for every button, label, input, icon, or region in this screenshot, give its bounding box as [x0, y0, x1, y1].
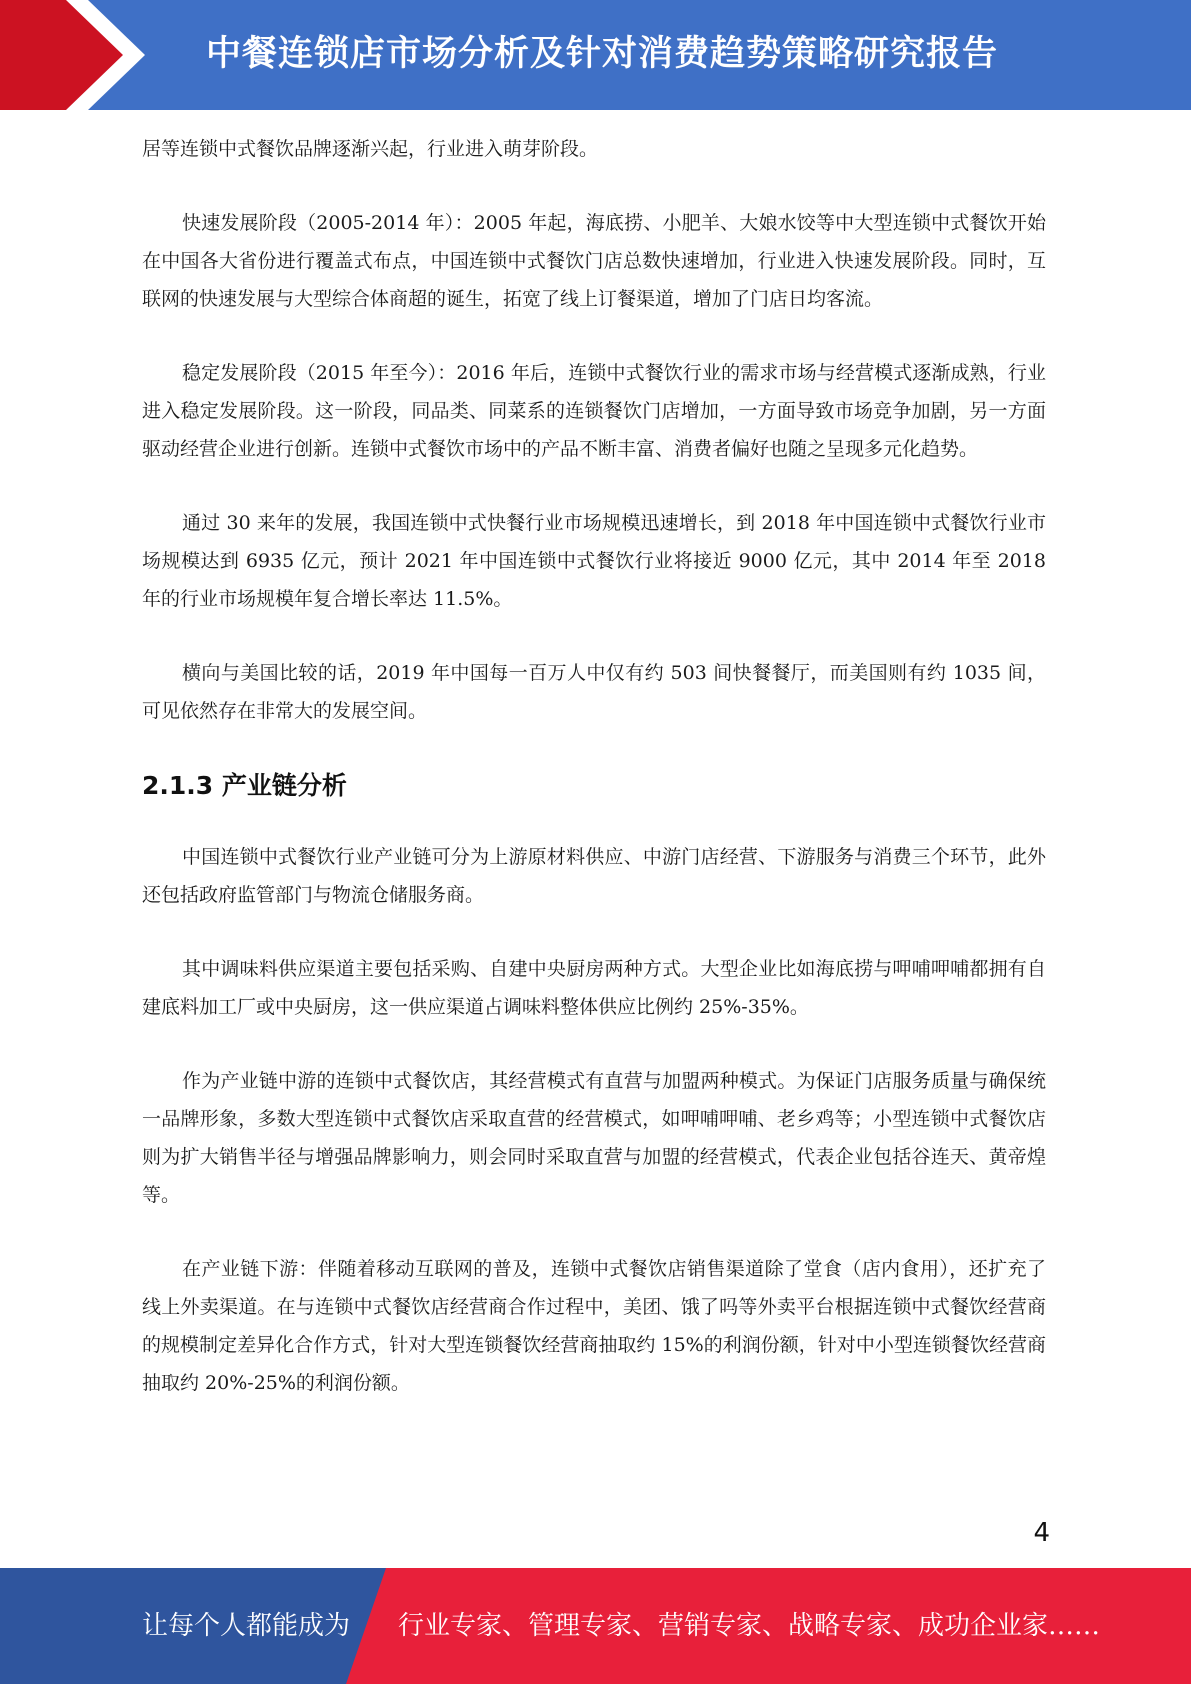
body-paragraph: 居等连锁中式餐饮品牌逐渐兴起，行业进入萌芽阶段。 [142, 138, 599, 160]
page-number: 4 [1033, 1518, 1050, 1548]
header-arrow-graphic [0, 0, 160, 110]
footer-slogan-right: 行业专家、管理专家、营销专家、战略专家、成功企业家…… [398, 1611, 1101, 1641]
body-paragraph: 其中调味料供应渠道主要包括采购、自建中央厨房两种方式。大型企业比如海底捞与呷哺呷哺都拥有自建底料加工厂或中央厨房，这一供应渠道占调味料整体供应比例约 25%-35%。 [142, 958, 1046, 1018]
body-paragraph: 通过 30 来年的发展，我国连锁中式快餐行业市场规模迅速增长，到 2018 年中国连锁中式餐饮行业市场规模达到 6935 亿元，预计 2021 年中国连锁中式餐饮行业将接近 9000 亿元，其中 2014 年至 2018 年的行业市场规模年复合增长率达 11.5%。 [142, 512, 1046, 610]
page-header [0, 0, 1191, 110]
body-paragraph: 作为产业链中游的连锁中式餐饮店，其经营模式有直营与加盟两种模式。为保证门店服务质量与确保统一品牌形象，多数大型连锁中式餐饮店采取直营的经营模式，如呷哺呷哺、老乡鸡等；小型连锁中式餐饮店则为扩大销售半径与增强品牌影响力，则会同时采取直营与加盟的经营模式，代表企业包括谷连天、黄帝煌等。 [142, 1070, 1046, 1206]
body-paragraph: 稳定发展阶段（2015 年至今）：2016 年后，连锁中式餐饮行业的需求市场与经营模式逐渐成熟，行业进入稳定发展阶段。这一阶段，同品类、同菜系的连锁餐饮门店增加，一方面导致市场竞争加剧，另一方面驱动经营企业进行创新。连锁中式餐饮市场中的产品不断丰富、消费者偏好也随之呈现多元化趋势。 [142, 362, 1046, 460]
body-paragraph: 横向与美国比较的话，2019 年中国每一百万人中仅有约 503 间快餐餐厅，而美国则有约 1035 间，可见依然存在非常大的发展空间。 [142, 662, 1046, 722]
page-footer [0, 1568, 1191, 1684]
report-title: 中餐连锁店市场分析及针对消费趋势策略研究报告 [206, 34, 999, 74]
body-paragraph: 快速发展阶段（2005-2014 年）：2005 年起，海底捞、小肥羊、大娘水饺等中大型连锁中式餐饮开始在中国各大省份进行覆盖式布点，中国连锁中式餐饮门店总数快速增加，行业进入快速发展阶段。同时，互联网的快速发展与大型综合体商超的诞生，拓宽了线上订餐渠道，增加了门店日均客流。 [142, 212, 1046, 310]
body-paragraph: 中国连锁中式餐饮行业产业链可分为上游原材料供应、中游门店经营、下游服务与消费三个环节，此外还包括政府监管部门与物流仓储服务商。 [142, 846, 1046, 906]
document-body [142, 130, 1046, 1438]
footer-slogan-left: 让每个人都能成为 [142, 1611, 351, 1641]
section-heading: 2.1.3 产业链分析 [142, 771, 347, 800]
body-paragraph: 在产业链下游：伴随着移动互联网的普及，连锁中式餐饮店销售渠道除了堂食（店内食用），还扩充了线上外卖渠道。在与连锁中式餐饮店经营商合作过程中，美团、饿了吗等外卖平台根据连锁中式餐饮经营商的规模制定差异化合作方式，针对大型连锁餐饮经营商抽取约 15%的利润份额，针对中小型连锁餐饮经营商抽取约 20%-25%的利润份额。 [142, 1258, 1046, 1394]
